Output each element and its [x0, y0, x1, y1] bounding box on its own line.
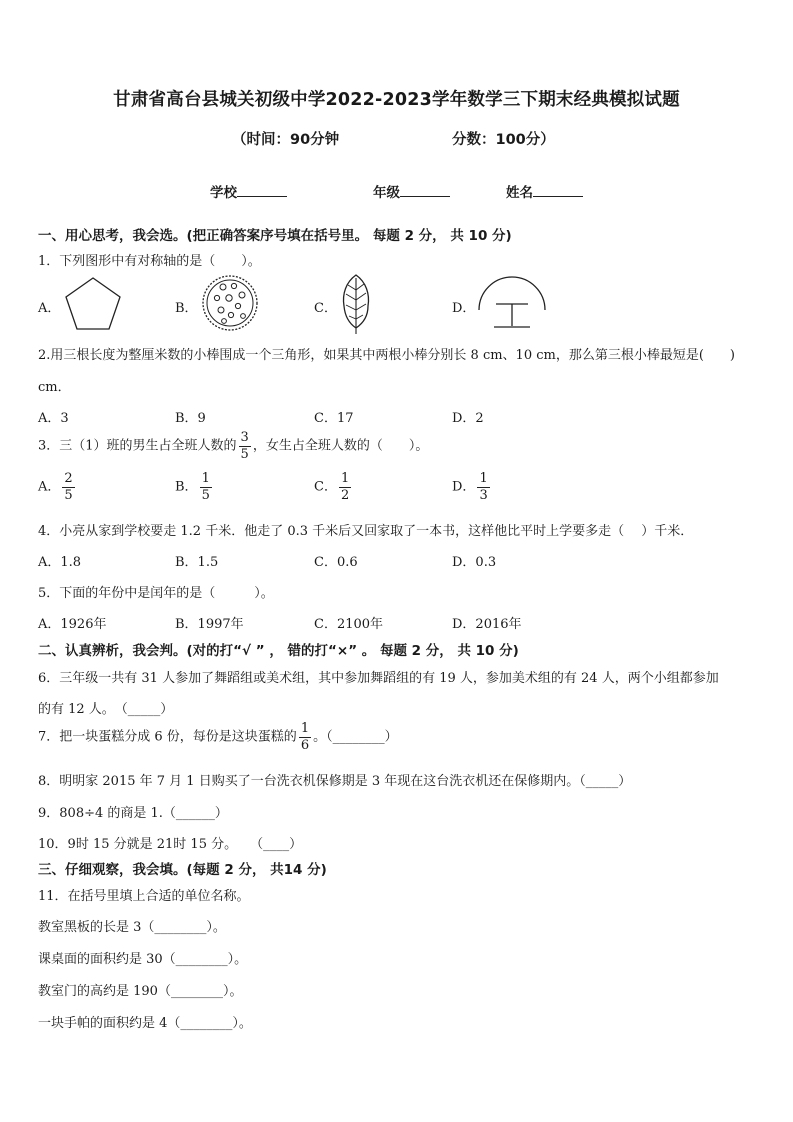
q3-option-d[interactable]: [452, 472, 492, 502]
q3-post: ，女生占全班人数的（ ）。: [252, 438, 429, 454]
grade-field: [373, 181, 450, 201]
q1-option-b[interactable]: B．: [175, 301, 198, 316]
q3-option-c-num: 1: [340, 471, 350, 486]
q6-line1: 6．三年级一共有 31 人参加了舞蹈组或美术组，其中参加舞蹈组的有 19 人，参加美术组的有 24 人，两个小组都参加: [38, 671, 719, 686]
q3-option-d-label: D．: [452, 479, 476, 495]
q10-text[interactable]: 10．9时 15 分就是 21时 15 分。 （____）: [38, 837, 303, 852]
leaf-figure: [338, 272, 374, 336]
school-field: [210, 181, 287, 201]
q3-text: [38, 431, 428, 461]
q2-option-b[interactable]: B．9: [175, 411, 206, 426]
exam-title: 甘肃省高台县城关初级中学2022-2023学年数学三下期末经典模拟试题: [113, 90, 680, 110]
school-blank[interactable]: [237, 182, 287, 197]
q11-item[interactable]: 教室黑板的长是 3（________）。: [38, 920, 226, 935]
q1-text: 1．下列图形中有对称轴的是（ ）。: [38, 254, 261, 269]
q7-pre: 7．把一块蛋糕分成 6 份，每份是这块蛋糕的: [38, 729, 297, 745]
q7-fraction: [299, 722, 311, 752]
q3-option-a[interactable]: [38, 472, 77, 502]
q4-option-c[interactable]: C．0.6: [314, 555, 358, 570]
q2-line2: cm．: [38, 380, 71, 395]
q11-item[interactable]: 课桌面的面积约是 30（________）。: [38, 952, 248, 967]
name-field: [506, 181, 583, 201]
q5-option-d[interactable]: D．2016年: [452, 617, 522, 632]
q3-option-c-label: C．: [314, 479, 337, 495]
pentagon-figure: [62, 274, 124, 334]
q5-option-b[interactable]: B．1997年: [175, 617, 244, 632]
exam-time: （时间：90分钟: [232, 132, 340, 148]
q3-option-b-den: 5: [201, 487, 210, 503]
q3-option-a-fraction: [62, 472, 74, 502]
q2-option-d[interactable]: D．2: [452, 411, 484, 426]
q2-option-c[interactable]: C．17: [314, 411, 354, 426]
q1-option-a[interactable]: A．: [38, 301, 61, 316]
q3-option-b-num: 1: [201, 471, 210, 486]
q3-frac-num: 3: [240, 430, 249, 445]
q3-option-c[interactable]: [314, 472, 353, 502]
q11-item[interactable]: 教室门的高约是 190（________）。: [38, 984, 243, 999]
q3-option-d-den: 3: [479, 487, 488, 503]
q3-option-d-fraction: [477, 472, 489, 502]
q3-option-a-den: 5: [64, 487, 73, 503]
q7-text[interactable]: [38, 722, 398, 752]
q11-text: 11．在括号里填上合适的单位名称。: [38, 889, 250, 904]
q6-line2[interactable]: 的有 12 人。 （_____）: [38, 702, 174, 717]
q2-line1: 2.用三根长度为整厘米数的小棒围成一个三角形，如果其中两根小棒分别长 8 cm、10 cm，那么第三根小棒最短是( ): [38, 348, 735, 363]
q7-frac-num: 1: [300, 721, 310, 736]
exam-score: 分数：100分）: [452, 132, 555, 148]
name-label: 姓名: [506, 185, 533, 201]
section2-heading: 二、认真辨析，我会判。(对的打“√ ” ， 错的打“×” 。 每题 2 分， 共 10 分): [38, 643, 519, 659]
q5-option-a[interactable]: A．1926年: [38, 617, 107, 632]
arch-figure: [476, 274, 548, 332]
q7-frac-den: 6: [300, 737, 310, 753]
q3-option-a-num: 2: [64, 471, 73, 486]
q4-text: 4．小亮从家到学校要走 1.2 千米．他走了 0.3 千米后又回家取了一本书，这样他比平时上学要多走（ ）千米．: [38, 524, 694, 539]
q11-item[interactable]: 一块手帕的面积约是 4（________）。: [38, 1016, 252, 1031]
q5-option-c[interactable]: C．2100年: [314, 617, 384, 632]
school-label: 学校: [210, 185, 237, 201]
grade-blank[interactable]: [400, 182, 450, 197]
q7-post: 。（________）: [313, 729, 398, 745]
q1-option-c[interactable]: C．: [314, 301, 337, 316]
q9-text[interactable]: 9．808÷4 的商是 1.（______）: [38, 806, 228, 821]
q3-option-c-den: 2: [340, 487, 350, 503]
q1-option-d[interactable]: D．: [452, 301, 476, 316]
q4-option-a[interactable]: A．1.8: [38, 555, 82, 570]
q3-option-d-num: 1: [479, 471, 488, 486]
q3-fraction: [239, 431, 251, 461]
grade-label: 年级: [373, 185, 400, 201]
q2-option-a[interactable]: A．3: [38, 411, 69, 426]
q3-pre: 3．三（1）班的男生占全班人数的: [38, 438, 237, 454]
q3-option-b[interactable]: [175, 472, 214, 502]
q3-option-c-fraction: [339, 472, 351, 502]
name-blank[interactable]: [533, 182, 583, 197]
q4-option-b[interactable]: B．1.5: [175, 555, 219, 570]
q4-option-d[interactable]: D．0.3: [452, 555, 497, 570]
q5-text: 5．下面的年份中是闰年的是（ ）。: [38, 586, 274, 601]
section1-heading: 一、用心思考，我会选。(把正确答案序号填在括号里。 每题 2 分， 共 10 分): [38, 228, 512, 244]
cookie-figure: [200, 273, 260, 333]
q3-frac-den: 5: [240, 446, 249, 462]
section3-heading: 三、仔细观察，我会填。(每题 2 分， 共14 分): [38, 862, 327, 878]
q3-option-b-label: B．: [175, 479, 198, 495]
q3-option-a-label: A．: [38, 479, 61, 495]
q8-text[interactable]: 8．明明家 2015 年 7 月 1 日购买了一台洗衣机保修期是 3 年现在这台洗衣机还在保修期内。（_____）: [38, 774, 632, 789]
q3-option-b-fraction: [200, 472, 212, 502]
